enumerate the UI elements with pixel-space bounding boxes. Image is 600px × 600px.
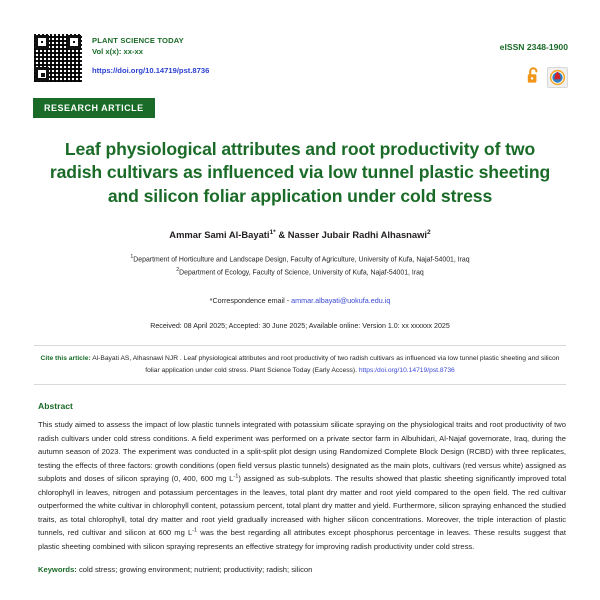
citation-rule-bottom xyxy=(34,384,566,385)
affiliation-2 xyxy=(44,266,556,278)
masthead xyxy=(0,0,600,89)
publication-dates: Received: 08 April 2025; Accepted: 30 June 2025; Available online: Version 1.0: xx xxxxxx 2025 xyxy=(150,322,450,331)
abstract-body xyxy=(38,418,566,553)
journal-name: PLANT SCIENCE TODAY xyxy=(92,36,184,45)
page-title: Leaf physiological attributes and root productivity of two radish cultivars as influenced via low tunnel plastic sheeting and silicon foliar application under cold stress xyxy=(49,139,551,206)
citation-block xyxy=(36,353,564,376)
affiliation-2-sup: 2 xyxy=(176,266,180,273)
keywords-label: Keywords: xyxy=(38,565,77,575)
abstract-part-1: This study aimed to assess the impact of low plastic tunnels integrated with potassium silicate spraying on the physiological traits and root productivity of two radish cultivars under cold stress conditions. A field experiment was performed on a private sector farm in Albuhidari, Al-Najaf governorate, Iraq, during the autumn season of 2023. The experiment was conducted in a split-split plot design using Randomized Complete Block Design (RCBD) with three replicates, testing the effects of three factors: growth conditions (open field versus plastic tunnels) designated as the main plots, cultivars (red versus white) assigned as subplots and doses of silicon spraying (0, 400, 600 mg L xyxy=(38,420,566,484)
abstract-section xyxy=(38,401,566,577)
author-joiner: & Nasser Jubair Radhi Alhasnawi xyxy=(275,229,428,241)
correspondence-email-link[interactable]: ammar.albayati@uokufa.edu.iq xyxy=(291,296,391,306)
author-one-sup: 1* xyxy=(269,229,276,237)
keywords-line xyxy=(38,564,566,577)
correspondence-label: *Correspondence email - xyxy=(209,296,292,306)
qr-code-icon[interactable] xyxy=(34,34,82,82)
eissn-label: eISSN 2348-1900 xyxy=(499,42,568,52)
keywords-text: cold stress; growing environment; nutrient; productivity; radish; silicon xyxy=(76,565,313,575)
affiliation-2-text: Department of Ecology, Faculty of Science, University of Kufa, Najaf-54001, Iraq xyxy=(179,269,424,277)
masthead-right xyxy=(500,34,568,89)
journal-doi-link[interactable]: https://doi.org/10.14719/pst.8736 xyxy=(92,66,210,75)
masthead-left xyxy=(34,34,209,82)
abstract-sup-1: -1 xyxy=(233,473,239,480)
open-access-lock-icon[interactable] xyxy=(527,66,540,89)
abstract-part-2: ) assigned as sub-subplots. The results showed that plastic sheeting significantly improved total chlorophyll in leaves, nitrogen and potassium percentages in the leaves, total plant dry matter and root yield compared to the open field. The red cultivar outperformed the white cultivar in chlorophyll content, potassium percent, total plant dry matter and yield. Furthermore, silicon spraying enhanced the studied traits, as total chlorophyll, total dry matter and root yield gradually increased with higher silicon concentrations. Moreover, the triple interaction of plastic tunnels, red cultivar and silicon at 600 mg L xyxy=(38,474,567,538)
research-article-badge: RESEARCH ARTICLE xyxy=(33,98,155,118)
citation-text: Al-Bayati AS, Alhasnawi NJR . Leaf physiological attributes and root productivity of two radish cultivars as influenced via low tunnel plastic sheeting and silicon foliar application under cold stress. Plant Science Today (Early Access). xyxy=(90,355,560,374)
author-two-sup: 2 xyxy=(427,229,431,237)
affiliation-1-sup: 1 xyxy=(130,254,134,261)
affiliation-1-text: Department of Horticulture and Landscape Design, Faculty of Agriculture, University of Kufa, Najaf-54001, Iraq xyxy=(133,256,470,264)
correspondence-line xyxy=(40,296,560,305)
abstract-heading: Abstract xyxy=(38,401,73,412)
affiliation-1 xyxy=(44,253,556,265)
abstract-sup-2: -1 xyxy=(192,527,198,534)
journal-meta xyxy=(92,34,209,80)
author-list xyxy=(40,229,560,240)
journal-logo-icon[interactable] xyxy=(547,67,568,88)
citation-doi-link[interactable]: https:/doi.org/10.14719/pst.8736 xyxy=(358,366,455,374)
badge-row xyxy=(500,66,568,89)
affiliation-list xyxy=(44,253,556,278)
author-one: Ammar Sami Al-Bayati xyxy=(169,229,270,241)
citation-label: Cite this article: xyxy=(40,355,91,363)
abstract-part-3: was the best regarding all attributes except phosphorus percentage in leaves. These results suggest that plastic sheeting combined with silicon spraying represents an effective strategy for improving radish productivity under cold stress. xyxy=(38,528,566,551)
citation-rule-top xyxy=(34,345,566,346)
journal-volume: Vol x(x): xx-xx xyxy=(92,47,143,56)
